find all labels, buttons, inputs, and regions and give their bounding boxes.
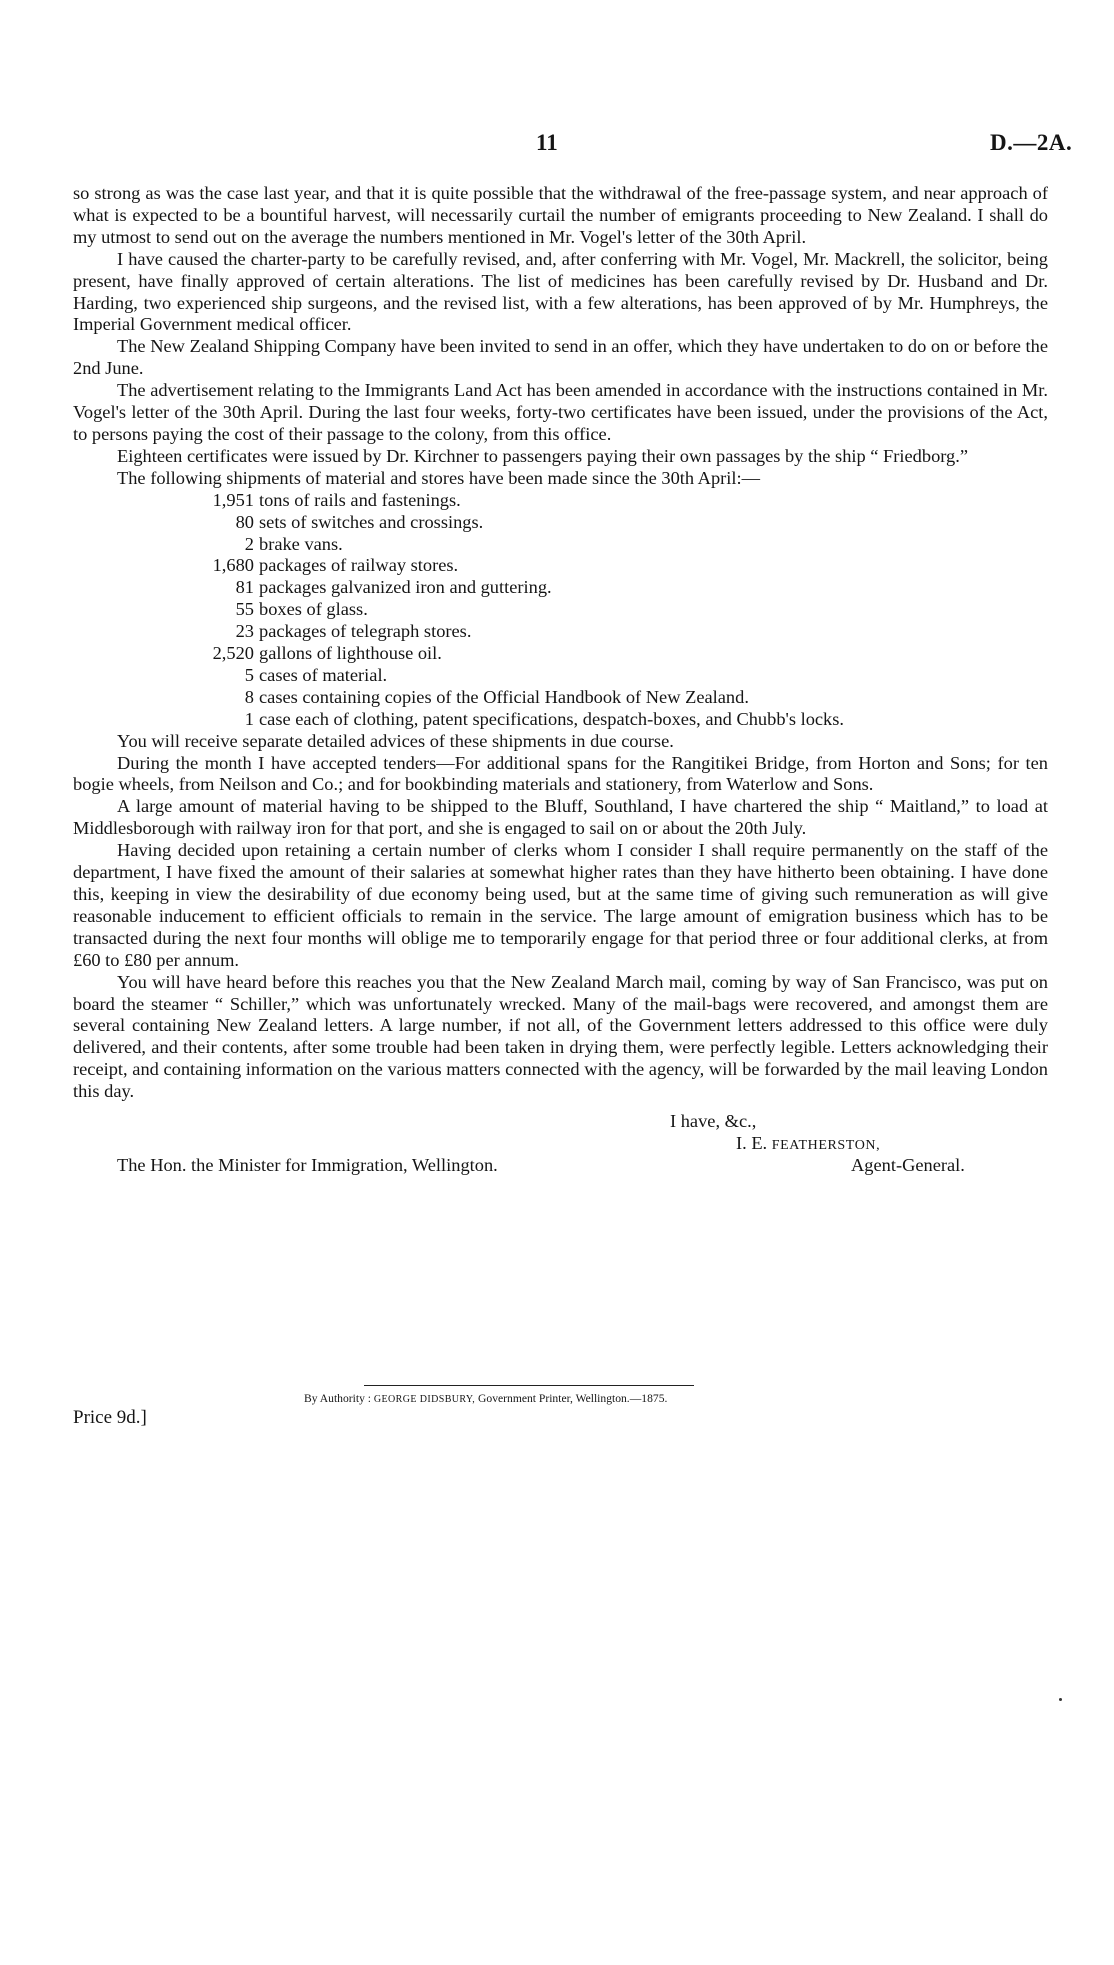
paragraph: The following shipments of material and stores have been made since the 30th April:— (117, 467, 760, 488)
list-item (73, 643, 1048, 665)
list-item (73, 577, 1048, 599)
shipment-quantity: 1,680 (212, 555, 254, 576)
signer-title: Agent-General. (851, 1155, 965, 1176)
paragraph: You will receive separate detailed advices of these shipments in due course. (117, 730, 674, 751)
paragraph: Eighteen certificates were issued by Dr. Kirchner to passengers paying their own passages by the ship “ Friedborg.” (117, 445, 969, 466)
list-item (73, 665, 1048, 687)
stray-mark (1059, 1698, 1062, 1701)
paragraph: so strong as was the case last year, and that it is quite possible that the withdrawal of the free-passage system, and near approach of what is expected to be a bountiful harvest, will necessarily curtail the number of emigrants proceeding to New Zealand. I shall do my utmost to send out on the average the numbers mentioned in Mr. Vogel's letter of the 30th April. (73, 183, 1048, 247)
shipment-description: packages of railway stores. (259, 555, 459, 576)
shipment-description: gallons of lighthouse oil. (259, 643, 442, 664)
list-item (73, 534, 1048, 556)
shipment-quantity: 2,520 (212, 643, 254, 664)
paragraph: You will have heard before this reaches you that the New Zealand March mail, coming by way of San Francisco, was put on board the steamer “ Schiller,” which was unfortunately wrecked. Many of the mail-bags were recovered, and amongst them are several containing New Zealand letters. A large number, if not all, of the Government letters addressed to this office were duly delivered, and their contents, after some trouble had been taken in drying them, were perfectly legible. Letters acknowledging their receipt, and containing information on the various matters connected with the agency, will be forwarded by the mail leaving London this day. (73, 971, 1048, 1102)
shipment-quantity: 55 (235, 599, 254, 620)
list-item (73, 599, 1048, 621)
shipment-quantity: 2 (244, 533, 254, 554)
shipment-quantity: 23 (235, 621, 254, 642)
shipment-description: boxes of glass. (259, 599, 368, 620)
shipment-description: packages of telegraph stores. (259, 621, 472, 642)
shipment-quantity: 5 (244, 664, 254, 685)
paragraph: Having decided upon retaining a certain number of clerks whom I consider I shall require permanently on the staff of the department, I have fixed the amount of their salaries at somewhat higher rates than they have hitherto been obtaining. I have done this, keeping in view the desirability of due economy being used, but at the same time of giving such remuneration as will give reasonable inducement to efficient officials to remain in the service. The large amount of emigration business which has to be transacted during the next four months will oblige me to temporarily engage for that period three or four additional clerks, at from £60 to £80 per annum. (73, 840, 1048, 970)
document-reference: D.—2A. (990, 130, 1073, 155)
list-item (73, 621, 1048, 643)
footer-divider (364, 1385, 694, 1386)
shipment-quantity: 1,951 (212, 489, 254, 510)
signer-initials: I. E. (736, 1133, 768, 1154)
printer-name: GEORGE DIDSBURY, (373, 1394, 476, 1405)
printer-imprint (304, 1392, 667, 1405)
imprint-suffix: Government Printer, Wellington.—1875. (478, 1392, 668, 1405)
addressee: The Hon. the Minister for Immigration, Wellington. (117, 1155, 498, 1176)
shipment-quantity: 81 (235, 577, 254, 598)
list-item (73, 709, 1048, 731)
closing-greeting: I have, &c., (670, 1111, 757, 1132)
shipment-description: tons of rails and fastenings. (259, 489, 461, 510)
paragraph: I have caused the charter-party to be carefully revised, and, after conferring with Mr. Vogel, Mr. Mackrell, the solicitor, being present, have finally approved of certain alterations. The list of medicines has been carefully revised by Dr. Husband and Dr. Harding, two experienced ship surgeons, and the revised list, with a few alterations, has been approved of by Mr. Humphreys, the Imperial Government medical officer. (73, 248, 1048, 335)
shipment-description: sets of switches and crossings. (259, 511, 484, 532)
page-number: 11 (536, 130, 558, 155)
list-item (73, 490, 1048, 512)
paragraph: The advertisement relating to the Immigrants Land Act has been amended in accordance with the instructions contained in Mr. Vogel's letter of the 30th April. During the last four weeks, forty-two certificates have been issued, under the provisions of the Act, to persons paying the cost of their passage to the colony, from this office. (73, 380, 1048, 444)
shipment-description: brake vans. (259, 533, 343, 554)
paragraph: The New Zealand Shipping Company have been invited to send in an offer, which they have undertaken to do on or before the 2nd June. (73, 336, 1048, 379)
price: Price 9d.] (73, 1407, 147, 1428)
imprint-prefix: By Authority : (304, 1392, 371, 1405)
shipment-description: cases containing copies of the Official Handbook of New Zealand. (259, 686, 749, 707)
shipment-description: case each of clothing, patent specifications, despatch-boxes, and Chubb's locks. (259, 708, 844, 729)
letter-body (73, 183, 1048, 1199)
list-item (73, 687, 1048, 709)
list-item (73, 512, 1048, 534)
signer-name (736, 1133, 880, 1157)
list-item (73, 555, 1048, 577)
paragraph: During the month I have accepted tenders—For additional spans for the Rangitikei Bridge, from Horton and Sons; for ten bogie wheels, from Neilson and Co.; and for bookbinding materials and stationery, from Waterlow and Sons. (73, 752, 1048, 795)
shipment-quantity: 80 (235, 511, 254, 532)
shipments-list (73, 490, 1048, 731)
shipment-description: cases of material. (259, 664, 388, 685)
signoff (73, 1111, 1048, 1199)
signer-surname: FEATHERSTON, (771, 1138, 881, 1154)
paragraph: A large amount of material having to be shipped to the Bluff, Southland, I have chartered the ship “ Maitland,” to load at Middlesborough with railway iron for that port, and she is engaged to sail on or about the 20th July. (73, 796, 1048, 839)
shipment-quantity: 8 (244, 686, 254, 707)
shipment-quantity: 1 (244, 708, 254, 729)
shipment-description: packages galvanized iron and guttering. (259, 577, 552, 598)
